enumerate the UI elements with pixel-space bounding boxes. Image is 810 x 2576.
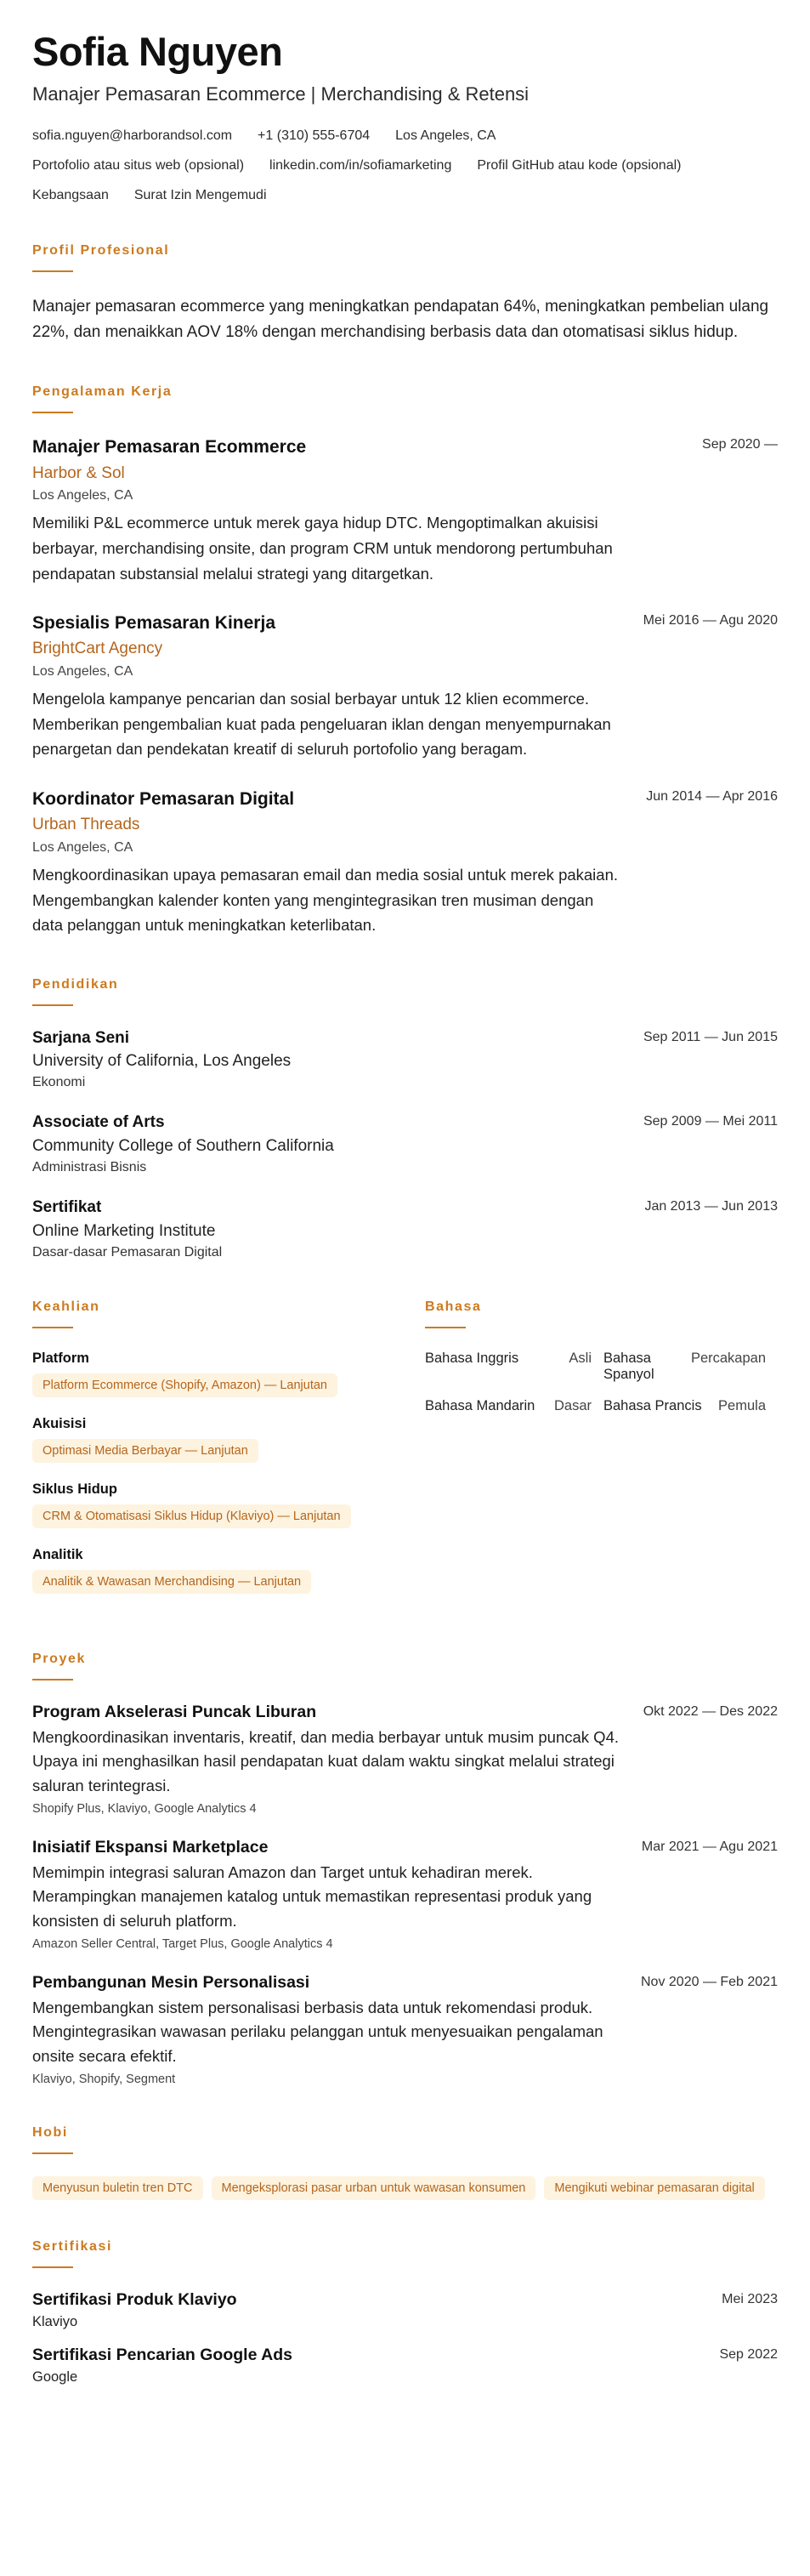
education-degree: Associate of Arts bbox=[32, 1113, 165, 1132]
language-level: Percakapan bbox=[690, 1350, 766, 1366]
contact-email[interactable]: sofia.nguyen@harborandsol.com bbox=[32, 128, 233, 144]
experience-section bbox=[32, 384, 778, 937]
section-divider bbox=[32, 1004, 73, 1006]
education-school: University of California, Los Angeles bbox=[32, 1052, 292, 1071]
skills-column bbox=[32, 1299, 425, 1612]
contact-linkedin[interactable]: linkedin.com/in/sofiamarketing bbox=[269, 158, 452, 173]
contact-location: Los Angeles, CA bbox=[395, 128, 496, 144]
language-level: Dasar bbox=[553, 1397, 592, 1413]
contact-portfolio[interactable]: Portofolio atau situs web (opsional) bbox=[32, 158, 245, 173]
section-title: Hobi bbox=[32, 2124, 68, 2140]
skills-languages-section bbox=[32, 1299, 778, 1612]
language-level: Asli bbox=[569, 1350, 592, 1366]
project-description: Memimpin integrasi saluran Amazon dan Target untuk kehadiran merek. Merampingkan manajemen katalog untuk memastikan representasi produk yang konsisten di seluruh platform. bbox=[32, 1862, 592, 1931]
language-item bbox=[425, 1398, 603, 1414]
experience-description: Mengelola kampanye pencarian dan sosial berbayar untuk 12 klien ecommerce. Memberikan pengembalian kuat pada pengeluaran iklan dengan menyempurnakan penargetan dan pendekatan kreatif di seluruh portofolio yang beragam. bbox=[32, 690, 611, 759]
project-dates: Okt 2022 — Des 2022 bbox=[643, 1703, 778, 1719]
certification-entry bbox=[32, 2346, 778, 2386]
language-name: Bahasa Inggris bbox=[425, 1350, 519, 1366]
project-dates: Nov 2020 — Feb 2021 bbox=[641, 1974, 778, 1989]
education-section bbox=[32, 977, 778, 1260]
hobbies-list bbox=[32, 2176, 778, 2200]
project-entry bbox=[32, 1703, 778, 1816]
hobby-chip: Mengeksplorasi pasar urban untuk wawasan konsumen bbox=[212, 2176, 536, 2200]
experience-company: Urban Threads bbox=[32, 816, 140, 834]
contact-info bbox=[32, 128, 778, 204]
experience-description: Mengkoordinasikan upaya pemasaran email dan media sosial untuk merek pakaian. Mengembangkan kalender konten yang mengintegrasikan tren musiman dengan data pelanggan untuk meningkatkan keterlibatan. bbox=[32, 865, 619, 935]
project-tech: Shopify Plus, Klaviyo, Google Analytics 4 bbox=[32, 1801, 257, 1816]
section-divider bbox=[32, 412, 73, 413]
certification-name: Sertifikasi Pencarian Google Ads bbox=[32, 2345, 292, 2364]
section-title: Bahasa bbox=[425, 1299, 482, 1314]
experience-dates: Mei 2016 — Agu 2020 bbox=[643, 613, 778, 628]
contact-row bbox=[32, 157, 778, 173]
language-item bbox=[603, 1351, 778, 1383]
project-name: Pembangunan Mesin Personalisasi bbox=[32, 1972, 310, 1992]
languages-list bbox=[425, 1351, 778, 1414]
section-title: Pengalaman Kerja bbox=[32, 384, 173, 400]
experience-entry bbox=[32, 435, 778, 586]
languages-column bbox=[425, 1299, 778, 1612]
certification-entry bbox=[32, 2290, 778, 2330]
certification-name: Sertifikasi Produk Klaviyo bbox=[32, 2289, 237, 2309]
education-dates: Jan 2013 — Jun 2013 bbox=[644, 1199, 778, 1214]
project-entry bbox=[32, 1838, 778, 1951]
skill-chip: CRM & Otomatisasi Siklus Hidup (Klaviyo) — Lanjutan bbox=[32, 1504, 351, 1528]
certification-issuer: Klaviyo bbox=[32, 2313, 78, 2329]
project-dates: Mar 2021 — Agu 2021 bbox=[641, 1839, 778, 1854]
hobby-chip: Menyusun buletin tren DTC bbox=[32, 2176, 203, 2200]
certification-date: Sep 2022 bbox=[719, 2346, 778, 2362]
experience-role: Koordinator Pemasaran Digital bbox=[32, 788, 295, 809]
language-name: Bahasa Prancis bbox=[603, 1397, 702, 1413]
candidate-headline: Manajer Pemasaran Ecommerce | Merchandising & Retensi bbox=[32, 83, 530, 105]
skill-chip: Optimasi Media Berbayar — Lanjutan bbox=[32, 1439, 258, 1463]
candidate-name: Sofia Nguyen bbox=[32, 29, 283, 74]
section-divider bbox=[32, 1327, 73, 1328]
skill-group bbox=[32, 1481, 425, 1528]
education-degree: Sarjana Seni bbox=[32, 1028, 130, 1047]
project-name: Program Akselerasi Puncak Liburan bbox=[32, 1702, 317, 1721]
section-divider bbox=[32, 270, 73, 272]
project-description: Mengembangkan sistem personalisasi berbasis data untuk rekomendasi produk. Mengintegrasikan wawasan perilaku pelanggan untuk menyesuaikan pengalaman onsite secara efektif. bbox=[32, 1998, 603, 2066]
experience-description: Memiliki P&L ecommerce untuk merek gaya hidup DTC. Mengoptimalkan akuisisi berbayar, merchandising onsite, dan program CRM untuk mendorong pertumbuhan pendapatan substansial melalui strategi yang ditargetkan. bbox=[32, 514, 613, 583]
language-item bbox=[425, 1351, 603, 1383]
hobbies-section bbox=[32, 2125, 778, 2200]
resume-header bbox=[32, 29, 778, 204]
experience-company: BrightCart Agency bbox=[32, 640, 163, 658]
skill-category: Analitik bbox=[32, 1546, 83, 1562]
section-divider bbox=[32, 2152, 73, 2154]
education-entry bbox=[32, 1112, 778, 1175]
certification-date: Mei 2023 bbox=[722, 2291, 778, 2306]
certification-issuer: Google bbox=[32, 2368, 78, 2385]
contact-nationality: Kebangsaan bbox=[32, 188, 109, 203]
experience-role: Spesialis Pemasaran Kinerja bbox=[32, 613, 275, 634]
section-divider bbox=[32, 1679, 73, 1680]
project-name: Inisiatif Ekspansi Marketplace bbox=[32, 1837, 269, 1857]
project-entry bbox=[32, 1973, 778, 2086]
experience-location: Los Angeles, CA bbox=[32, 488, 133, 503]
education-entry bbox=[32, 1028, 778, 1091]
project-description: Mengkoordinasikan inventaris, kreatif, dan media berbayar untuk musim puncak Q4. Upaya ini menghasilkan hasil pendapatan kuat dalam waktu singkat melalui strategi saluran terintegrasi. bbox=[32, 1727, 619, 1795]
skill-category: Siklus Hidup bbox=[32, 1481, 117, 1497]
projects-section bbox=[32, 1652, 778, 2086]
skill-group bbox=[32, 1547, 425, 1594]
experience-location: Los Angeles, CA bbox=[32, 664, 133, 680]
section-title: Profil Profesional bbox=[32, 242, 170, 258]
language-name: Bahasa Mandarin bbox=[425, 1397, 535, 1413]
section-divider bbox=[425, 1327, 466, 1328]
education-school: Community College of Southern California bbox=[32, 1137, 334, 1156]
project-tech: Klaviyo, Shopify, Segment bbox=[32, 2072, 176, 2086]
language-level: Pemula bbox=[718, 1397, 766, 1413]
project-tech: Amazon Seller Central, Target Plus, Google Analytics 4 bbox=[32, 1936, 333, 1951]
skill-chip: Platform Ecommerce (Shopify, Amazon) — Lanjutan bbox=[32, 1373, 337, 1397]
contact-github[interactable]: Profil GitHub atau kode (opsional) bbox=[477, 158, 682, 173]
education-field: Administrasi Bisnis bbox=[32, 1160, 147, 1175]
experience-company: Harbor & Sol bbox=[32, 463, 125, 482]
experience-entry bbox=[32, 788, 778, 938]
hobby-chip: Mengikuti webinar pemasaran digital bbox=[544, 2176, 764, 2200]
summary-text: Manajer pemasaran ecommerce yang meningkatkan pendapatan 64%, meningkatkan pembelian ulang 22%, dan menaikkan AOV 18% dengan merchandising berbasis data dan otomatisasi siklus hidup. bbox=[32, 297, 769, 341]
experience-dates: Sep 2020 — bbox=[702, 437, 778, 452]
education-degree: Sertifikat bbox=[32, 1198, 102, 1217]
experience-entry bbox=[32, 611, 778, 762]
skill-group bbox=[32, 1416, 425, 1463]
skill-category: Akuisisi bbox=[32, 1415, 87, 1431]
skill-category: Platform bbox=[32, 1350, 89, 1366]
certifications-section bbox=[32, 2239, 778, 2386]
summary-section bbox=[32, 243, 778, 346]
education-field: Ekonomi bbox=[32, 1075, 86, 1090]
section-title: Keahlian bbox=[32, 1299, 100, 1314]
section-divider bbox=[32, 2266, 73, 2268]
section-title: Proyek bbox=[32, 1651, 86, 1666]
contact-drivers-license: Surat Izin Mengemudi bbox=[133, 188, 267, 203]
education-school: Online Marketing Institute bbox=[32, 1221, 216, 1240]
education-dates: Sep 2009 — Mei 2011 bbox=[643, 1114, 778, 1129]
contact-row bbox=[32, 128, 778, 144]
skill-chip: Analitik & Wawasan Merchandising — Lanjutan bbox=[32, 1570, 311, 1594]
experience-dates: Jun 2014 — Apr 2016 bbox=[646, 788, 778, 804]
experience-location: Los Angeles, CA bbox=[32, 839, 133, 855]
experience-role: Manajer Pemasaran Ecommerce bbox=[32, 437, 307, 458]
section-title: Pendidikan bbox=[32, 976, 119, 992]
contact-row bbox=[32, 187, 778, 203]
skill-group bbox=[32, 1351, 425, 1397]
contact-phone[interactable]: +1 (310) 555-6704 bbox=[258, 128, 371, 144]
education-entry bbox=[32, 1197, 778, 1260]
education-field: Dasar-dasar Pemasaran Digital bbox=[32, 1244, 223, 1260]
section-title: Sertifikasi bbox=[32, 2238, 113, 2254]
education-dates: Sep 2011 — Jun 2015 bbox=[643, 1029, 778, 1044]
language-name: Bahasa Spanyol bbox=[603, 1350, 654, 1382]
language-item bbox=[603, 1398, 778, 1414]
